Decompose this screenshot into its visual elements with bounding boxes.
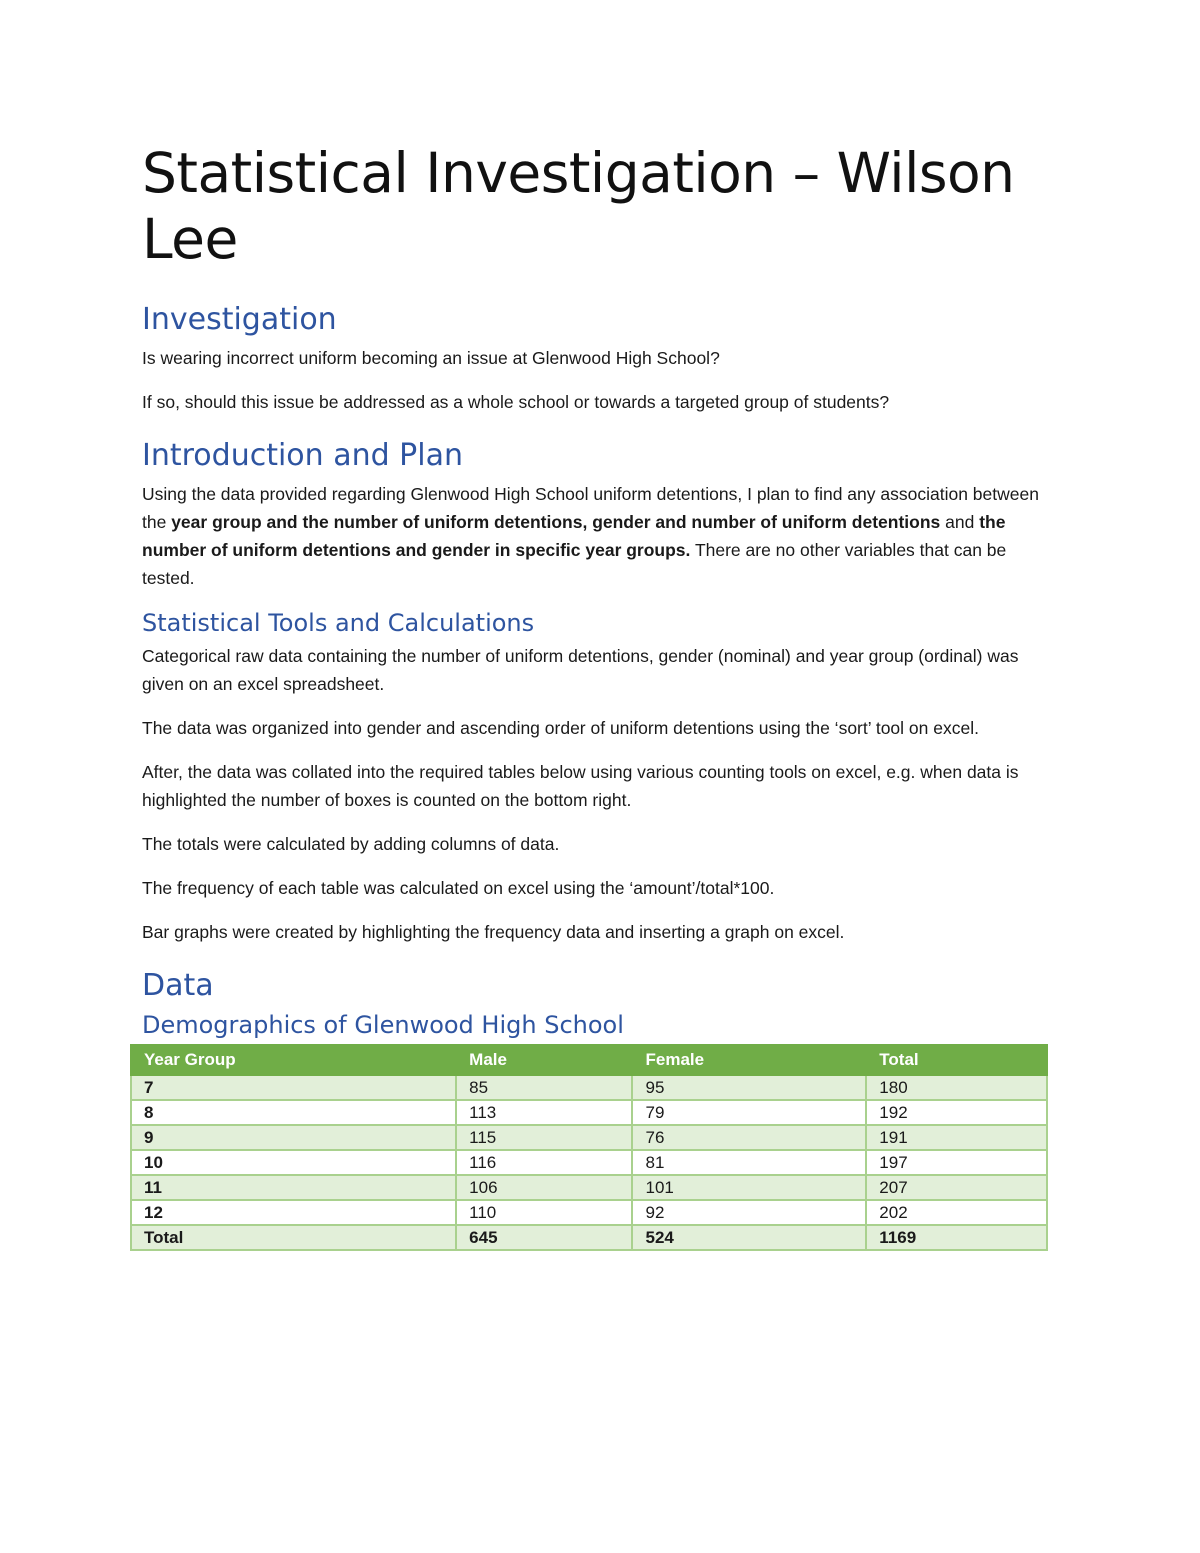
tools-paragraph-3: After, the data was collated into the required tables below using various counting tools on excel, e.g. when data is highlighted the number of boxes is counted on the bottom right.	[142, 762, 1019, 810]
data-heading: Data	[142, 968, 214, 1003]
tools-paragraph-5: The frequency of each table was calculated on excel using the ‘amount’/total*100.	[142, 878, 775, 898]
intro-bold-2: the number of uniform detentions and gender in specific year groups.	[142, 512, 1006, 560]
male-cell: 116	[456, 1150, 632, 1175]
investigation-question-1: Is wearing incorrect uniform becoming an issue at Glenwood High School?	[142, 348, 720, 368]
year-group-cell: 10	[131, 1150, 456, 1175]
table-row	[131, 1175, 1047, 1200]
intro-text-2: and	[940, 512, 980, 532]
total-cell: 197	[866, 1150, 1047, 1175]
table-row	[131, 1100, 1047, 1125]
total-cell: 202	[866, 1200, 1047, 1225]
tools-heading: Statistical Tools and Calculations	[142, 609, 535, 637]
year-group-cell: 7	[131, 1075, 456, 1100]
table-total-row	[131, 1225, 1047, 1250]
male-cell: 115	[456, 1125, 632, 1150]
tools-paragraph-6: Bar graphs were created by highlighting the frequency data and inserting a graph on excel.	[142, 922, 845, 942]
introduction-heading: Introduction and Plan	[142, 438, 464, 473]
document-page	[142, 140, 1048, 1251]
investigation-heading: Investigation	[142, 302, 337, 337]
document-title: Statistical Investigation – Wilson Lee	[142, 141, 1015, 271]
column-header-female: Female	[632, 1045, 866, 1075]
investigation-question-2: If so, should this issue be addressed as a whole school or towards a targeted group of students?	[142, 392, 890, 412]
year-group-cell: 12	[131, 1200, 456, 1225]
year-group-cell: 9	[131, 1125, 456, 1150]
female-cell: 79	[632, 1100, 866, 1125]
demographics-heading: Demographics of Glenwood High School	[142, 1011, 624, 1039]
introduction-paragraph	[142, 480, 1048, 592]
column-header-male: Male	[456, 1045, 632, 1075]
total-cell: 207	[866, 1175, 1047, 1200]
table-row	[131, 1075, 1047, 1100]
female-total-cell: 524	[632, 1225, 866, 1250]
total-cell: 192	[866, 1100, 1047, 1125]
female-cell: 92	[632, 1200, 866, 1225]
total-cell: 191	[866, 1125, 1047, 1150]
intro-text-1: Using the data provided regarding Glenwood High School uniform detentions, I plan to find any association between the	[142, 484, 1039, 532]
tools-paragraph-4: The totals were calculated by adding columns of data.	[142, 834, 560, 854]
female-cell: 95	[632, 1075, 866, 1100]
male-cell: 106	[456, 1175, 632, 1200]
table-row	[131, 1200, 1047, 1225]
male-cell: 85	[456, 1075, 632, 1100]
intro-bold-1: year group and the number of uniform detentions, gender and number of uniform detentions	[171, 512, 941, 532]
year-group-cell: 11	[131, 1175, 456, 1200]
male-cell: 110	[456, 1200, 632, 1225]
column-header-total: Total	[866, 1045, 1047, 1075]
female-cell: 101	[632, 1175, 866, 1200]
grand-total-cell: 1169	[866, 1225, 1047, 1250]
table-row	[131, 1150, 1047, 1175]
male-cell: 113	[456, 1100, 632, 1125]
male-total-cell: 645	[456, 1225, 632, 1250]
total-cell: 180	[866, 1075, 1047, 1100]
year-group-cell: 8	[131, 1100, 456, 1125]
female-cell: 76	[632, 1125, 866, 1150]
column-header-year-group: Year Group	[131, 1045, 456, 1075]
tools-paragraph-2: The data was organized into gender and ascending order of uniform detentions using the ‘sort’ tool on excel.	[142, 718, 979, 738]
intro-text-3: There are no other variables that can be tested.	[142, 540, 1007, 588]
total-label-cell: Total	[131, 1225, 456, 1250]
table-row	[131, 1125, 1047, 1150]
female-cell: 81	[632, 1150, 866, 1175]
table-header-row	[131, 1045, 1047, 1075]
demographics-table	[130, 1044, 1048, 1251]
tools-paragraph-1: Categorical raw data containing the number of uniform detentions, gender (nominal) and year group (ordinal) was given on an excel spreadsheet.	[142, 646, 1019, 694]
